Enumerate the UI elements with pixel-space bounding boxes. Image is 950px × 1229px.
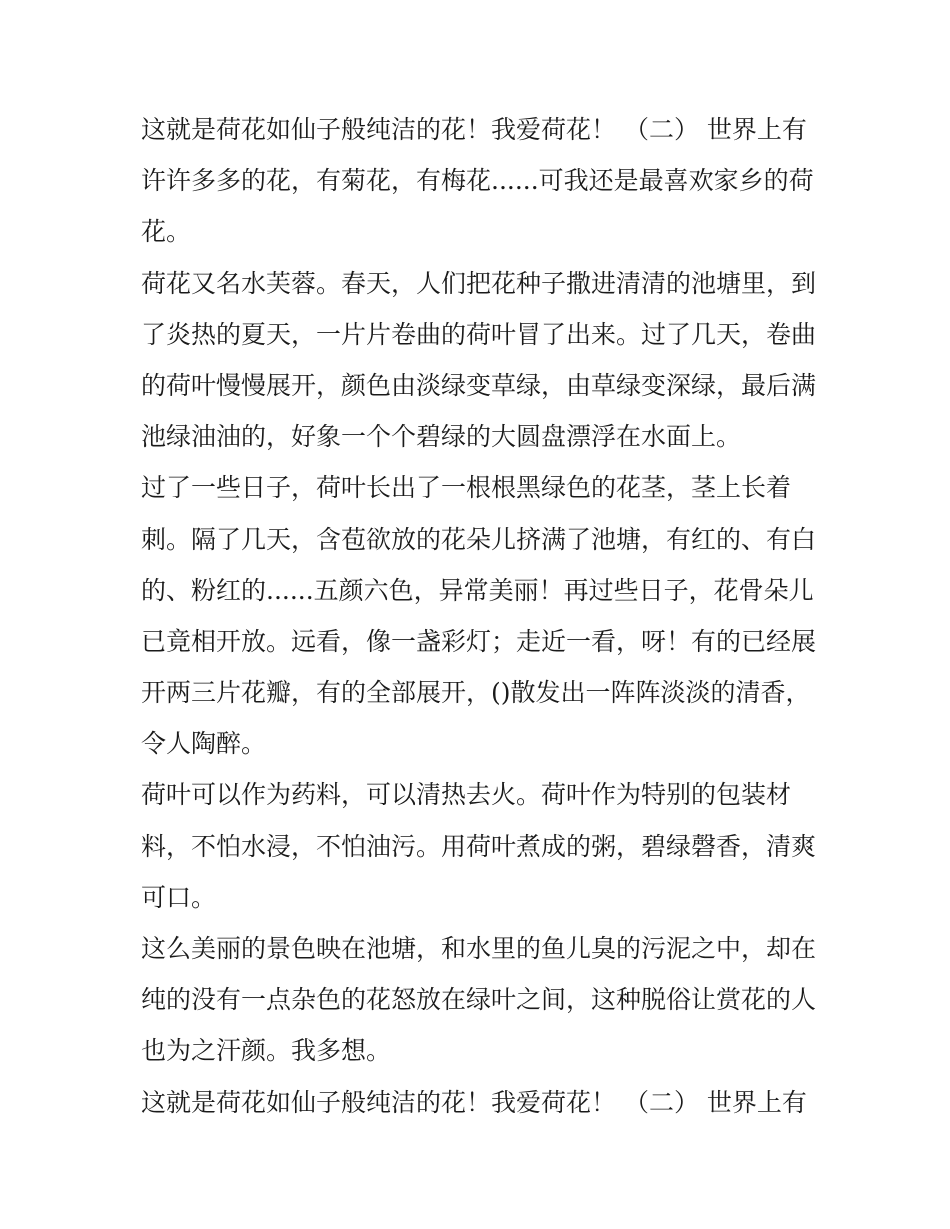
text-line: 荷叶可以作为药料，可以清热去火。荷叶作为特别的包装材: [141, 780, 792, 810]
text-line: 已竟相开放。远看，像一盏彩灯；走近一看，呀！有的已经展: [141, 626, 817, 656]
text-line: 荷花又名水芙蓉。春天，人们把花种子撒进清清的池塘里，到: [141, 268, 817, 298]
text-line: 花。: [141, 217, 192, 247]
text-line: 刺。隔了几天，含苞欲放的花朵儿挤满了池塘，有红的、有白: [141, 524, 817, 554]
text-line: 可口。: [141, 882, 217, 912]
text-line: 这就是荷花如仙子般纯洁的花！我爱荷花！ （二） 世界上有: [141, 1087, 807, 1117]
text-line: 纯的没有一点杂色的花怒放在绿叶之间，这种脱俗让赏花的人: [141, 985, 817, 1015]
text-line: 开两三片花瓣，有的全部展开，()散发出一阵阵淡淡的清香，: [141, 678, 811, 708]
text-line: 过了一些日子，荷叶长出了一根根黑绿色的花茎，茎上长着: [141, 473, 792, 503]
text-line: 令人陶醉。: [141, 729, 267, 759]
text-line: 料，不怕水浸，不怕油污。用荷叶煮成的粥，碧绿磬香，清爽: [141, 831, 817, 861]
text-line: 也为之汗颜。我多想。: [141, 1036, 392, 1066]
text-line: 这就是荷花如仙子般纯洁的花！我爱荷花！ （二） 世界上有: [141, 115, 807, 144]
text-line: 的、粉红的......五颜六色，异常美丽！再过些日子，花骨朵儿: [141, 575, 814, 605]
text-line: 了炎热的夏天，一片片卷曲的荷叶冒了出来。过了几天，卷曲: [141, 319, 817, 349]
text-line: 池绿油油的，好象一个个碧绿的大圆盘漂浮在水面上。: [141, 422, 742, 452]
text-line: 许许多多的花，有菊花，有梅花......可我还是最喜欢家乡的荷: [141, 166, 814, 196]
text-line: 这么美丽的景色映在池塘，和水里的鱼儿臭的污泥之中，却在: [141, 934, 817, 963]
document-body: [141, 104, 817, 1128]
text-line: 的荷叶慢慢展开，颜色由淡绿变草绿，由草绿变深绿，最后满: [141, 370, 817, 400]
